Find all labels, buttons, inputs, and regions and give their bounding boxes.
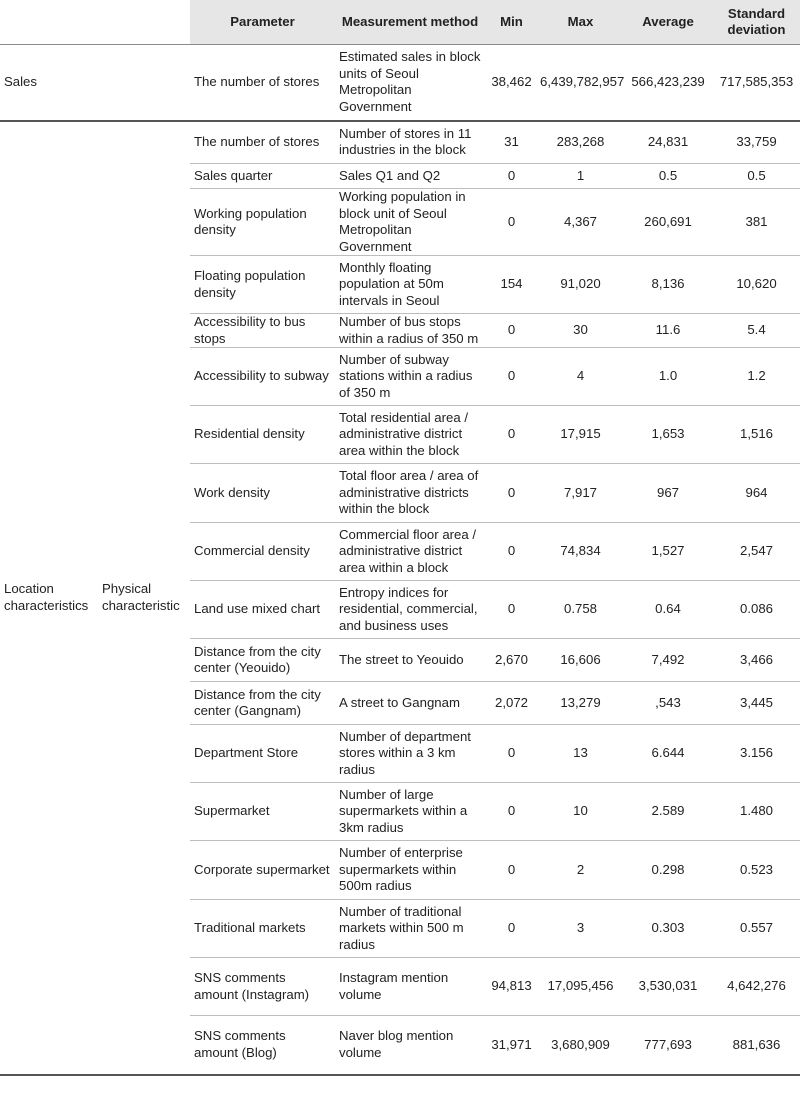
location-subcategory: Physical characteristic [98, 121, 190, 1075]
row-parameter: Distance from the city center (Yeouido) [190, 639, 335, 682]
row-max: 16,606 [538, 639, 623, 682]
row-sd: 964 [713, 464, 800, 523]
row-average: ,543 [623, 682, 713, 725]
row-sd: 33,759 [713, 121, 800, 164]
row-average: 0.64 [623, 581, 713, 639]
row-min: 0 [485, 464, 538, 523]
sales-min: 38,462 [485, 45, 538, 121]
row-max: 13,279 [538, 682, 623, 725]
row-sd: 10,620 [713, 256, 800, 314]
row-max: 1 [538, 164, 623, 189]
row-max: 30 [538, 314, 623, 348]
row-min: 0 [485, 725, 538, 783]
row-sd: 1.2 [713, 348, 800, 406]
row-sd: 381 [713, 189, 800, 256]
row-max: 17,915 [538, 406, 623, 464]
header-average: Average [623, 0, 713, 45]
row-method: Number of stores in 11 industries in the block [335, 121, 485, 164]
row-max: 283,268 [538, 121, 623, 164]
row-sd: 881,636 [713, 1016, 800, 1075]
header-row [0, 0, 800, 45]
row-method: Entropy indices for residential, commercial, and business uses [335, 581, 485, 639]
row-sd: 3,445 [713, 682, 800, 725]
row-parameter: Accessibility to subway [190, 348, 335, 406]
row-sd: 1,516 [713, 406, 800, 464]
header-min: Min [485, 0, 538, 45]
row-min: 0 [485, 841, 538, 900]
row-min: 0 [485, 314, 538, 348]
row-sd: 0.523 [713, 841, 800, 900]
row-parameter: Commercial density [190, 523, 335, 581]
row-average: 0.5 [623, 164, 713, 189]
row-average: 1,653 [623, 406, 713, 464]
row-max: 17,095,456 [538, 958, 623, 1016]
row-sd: 3.156 [713, 725, 800, 783]
row-average: 24,831 [623, 121, 713, 164]
header-method: Measurement method [335, 0, 485, 45]
row-min: 0 [485, 189, 538, 256]
row-sd: 5.4 [713, 314, 800, 348]
sales-average: 566,423,239 [623, 45, 713, 121]
row-parameter: Department Store [190, 725, 335, 783]
row-min: 154 [485, 256, 538, 314]
sales-row [0, 45, 800, 121]
row-parameter: Land use mixed chart [190, 581, 335, 639]
row-sd: 4,642,276 [713, 958, 800, 1016]
row-method: Number of large supermarkets within a 3km radius [335, 783, 485, 841]
row-max: 4 [538, 348, 623, 406]
row-average: 967 [623, 464, 713, 523]
row-average: 8,136 [623, 256, 713, 314]
row-method: Total floor area / area of administrative districts within the block [335, 464, 485, 523]
row-average: 1.0 [623, 348, 713, 406]
row-parameter: Distance from the city center (Gangnam) [190, 682, 335, 725]
location-group [0, 121, 800, 1075]
row-max: 4,367 [538, 189, 623, 256]
row-max: 74,834 [538, 523, 623, 581]
row-method: Number of traditional markets within 500 m radius [335, 900, 485, 958]
row-min: 2,072 [485, 682, 538, 725]
row-max: 3,680,909 [538, 1016, 623, 1075]
header-sd: Standard deviation [713, 0, 800, 45]
row-parameter: Sales quarter [190, 164, 335, 189]
row-max: 10 [538, 783, 623, 841]
header-blank [0, 0, 98, 45]
row-sd: 0.086 [713, 581, 800, 639]
row-parameter: Corporate supermarket [190, 841, 335, 900]
row-sd: 3,466 [713, 639, 800, 682]
row-parameter: SNS comments amount (Instagram) [190, 958, 335, 1016]
row-min: 0 [485, 581, 538, 639]
row-average: 260,691 [623, 189, 713, 256]
row-average: 3,530,031 [623, 958, 713, 1016]
row-max: 0.758 [538, 581, 623, 639]
row-parameter: Residential density [190, 406, 335, 464]
row-average: 6.644 [623, 725, 713, 783]
row-method: Number of bus stops within a radius of 350 m [335, 314, 485, 348]
row-method: Number of enterprise supermarkets within 500m radius [335, 841, 485, 900]
row-min: 0 [485, 783, 538, 841]
row-parameter: Accessibility to bus stops [190, 314, 335, 348]
row-min: 31 [485, 121, 538, 164]
sales-sd: 717,585,353 [713, 45, 800, 121]
sales-max: 6,439,782,957 [538, 45, 623, 121]
row-min: 31,971 [485, 1016, 538, 1075]
row-method: Monthly floating population at 50m intervals in Seoul [335, 256, 485, 314]
row-min: 0 [485, 164, 538, 189]
sales-category: Sales [0, 45, 190, 121]
sales-method: Estimated sales in block units of Seoul Metropolitan Government [335, 45, 485, 121]
row-method: Instagram mention volume [335, 958, 485, 1016]
row-method: Number of subway stations within a radius of 350 m [335, 348, 485, 406]
row-min: 0 [485, 900, 538, 958]
row-parameter: Supermarket [190, 783, 335, 841]
row-average: 2.589 [623, 783, 713, 841]
location-category: Location characteristics [0, 121, 98, 1075]
row-method: A street to Gangnam [335, 682, 485, 725]
row-method: Sales Q1 and Q2 [335, 164, 485, 189]
row-min: 94,813 [485, 958, 538, 1016]
row-min: 2,670 [485, 639, 538, 682]
row-sd: 2,547 [713, 523, 800, 581]
row-method: Naver blog mention volume [335, 1016, 485, 1075]
row-average: 777,693 [623, 1016, 713, 1075]
row-method: Number of department stores within a 3 km radius [335, 725, 485, 783]
header-parameter: Parameter [190, 0, 335, 45]
row-sd: 1.480 [713, 783, 800, 841]
header-blank [98, 0, 190, 45]
row-parameter: Traditional markets [190, 900, 335, 958]
row-average: 7,492 [623, 639, 713, 682]
row-average: 11.6 [623, 314, 713, 348]
row-average: 0.298 [623, 841, 713, 900]
row-max: 13 [538, 725, 623, 783]
row-max: 91,020 [538, 256, 623, 314]
row-method: Commercial floor area / administrative district area within a block [335, 523, 485, 581]
row-sd: 0.557 [713, 900, 800, 958]
location-row [0, 121, 800, 164]
row-sd: 0.5 [713, 164, 800, 189]
row-parameter: SNS comments amount (Blog) [190, 1016, 335, 1075]
row-min: 0 [485, 348, 538, 406]
sales-parameter: The number of stores [190, 45, 335, 121]
header-max: Max [538, 0, 623, 45]
row-parameter: Floating population density [190, 256, 335, 314]
row-method: The street to Yeouido [335, 639, 485, 682]
row-min: 0 [485, 523, 538, 581]
row-min: 0 [485, 406, 538, 464]
row-method: Working population in block unit of Seoul Metropolitan Government [335, 189, 485, 256]
row-method: Total residential area / administrative district area within the block [335, 406, 485, 464]
row-average: 1,527 [623, 523, 713, 581]
row-average: 0.303 [623, 900, 713, 958]
row-parameter: Work density [190, 464, 335, 523]
row-max: 2 [538, 841, 623, 900]
row-max: 3 [538, 900, 623, 958]
row-parameter: The number of stores [190, 121, 335, 164]
row-parameter: Working population density [190, 189, 335, 256]
row-max: 7,917 [538, 464, 623, 523]
